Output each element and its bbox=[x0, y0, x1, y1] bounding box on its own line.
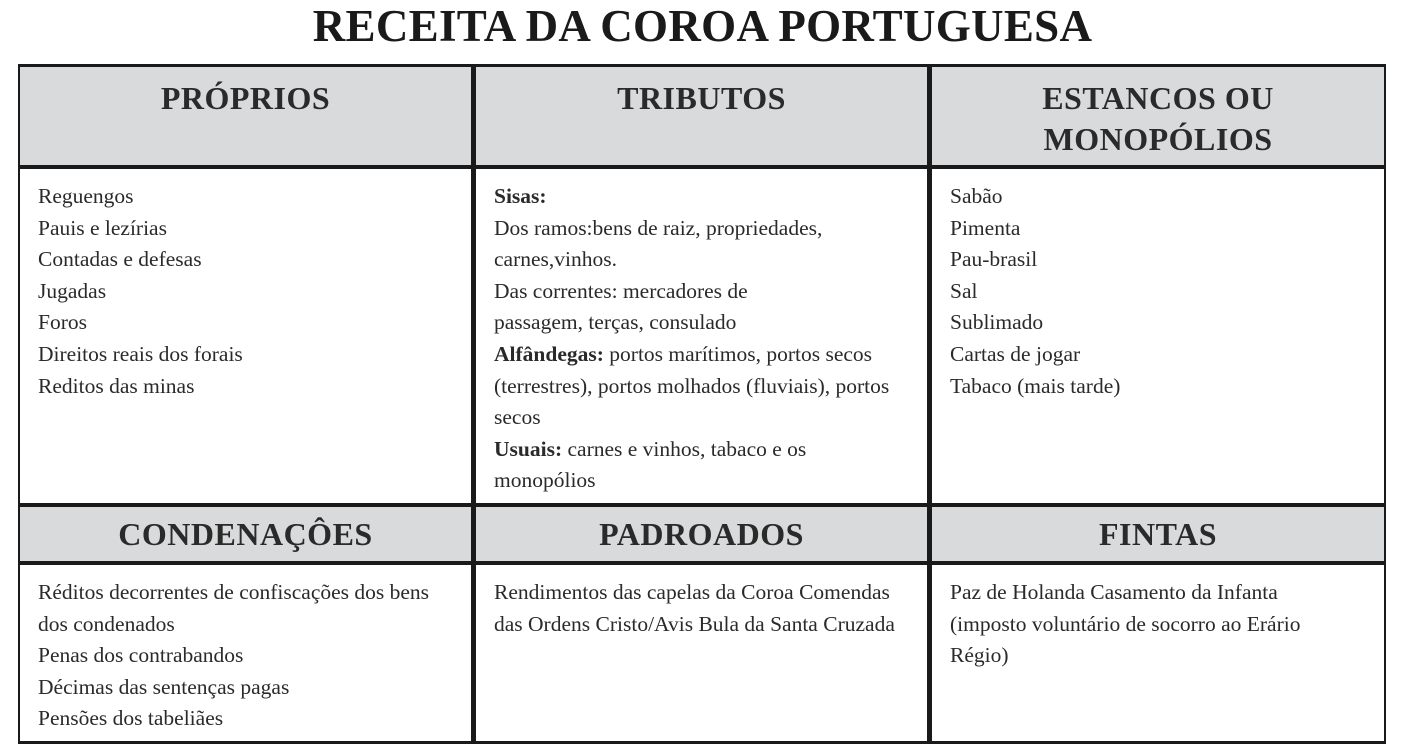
list-item: Reguengos bbox=[38, 184, 134, 208]
usuais-text: carnes e vinhos, tabaco e os monopólios bbox=[494, 436, 807, 493]
list-item: Sabão bbox=[950, 184, 1003, 208]
padroados-text: Rendimentos das capelas da Coroa Comendas das Ordens Cristo/Avis Bula da Santa Cruzada bbox=[494, 580, 895, 636]
list-item: Pau-brasil bbox=[950, 247, 1038, 272]
list-item: Direitos reais dos forais bbox=[38, 341, 243, 366]
condenacoes-list bbox=[20, 565, 471, 741]
list-item: Jugadas bbox=[38, 278, 107, 303]
page-title: RECEITA DA COROA PORTUGUESA bbox=[312, 1, 1093, 51]
list-item: Contadas e defesas bbox=[38, 247, 202, 272]
alfandegas-paragraph bbox=[494, 339, 899, 434]
list-item: Reditos das minas bbox=[38, 373, 195, 398]
fintas-text: Paz de Holanda Casamento da Infanta (imposto voluntário de socorro ao Erário Régio) bbox=[950, 580, 1301, 668]
list-item: Pauis e lezírias bbox=[38, 215, 167, 240]
header-padroados: PADROADOS bbox=[476, 507, 927, 561]
sisas-correntes-text: Das correntes: mercadores de passagem, terças, consulado bbox=[494, 278, 748, 335]
estancos-list bbox=[932, 169, 1384, 503]
list-item: Sublimado bbox=[950, 310, 1044, 335]
header-proprios: PRÓPRIOS bbox=[20, 67, 471, 165]
alfandegas-text: portos marítimos, portos secos (terrestres), portos molhados (fluviais), portos secos bbox=[494, 341, 890, 430]
header-condenacoes: CONDENAÇÔES bbox=[20, 507, 471, 561]
sisas-ramos-text: Dos ramos:bens de raiz, propriedades, carnes,vinhos. bbox=[494, 215, 823, 272]
list-item: Pimenta bbox=[950, 215, 1021, 240]
proprios-list bbox=[20, 169, 471, 503]
list-item: Sal bbox=[950, 278, 978, 303]
tributos-content bbox=[476, 169, 927, 503]
header-fintas: FINTAS bbox=[932, 507, 1384, 561]
header-tributos: TRIBUTOS bbox=[476, 67, 927, 165]
usuais-label: Usuais: bbox=[494, 436, 563, 461]
list-item: Cartas de jogar bbox=[950, 341, 1081, 366]
header-estancos-label: ESTANCOS OU MONOPÓLIOS bbox=[1042, 80, 1274, 157]
list-item: Décimas das sentenças pagas bbox=[38, 674, 290, 699]
list-item: Réditos decorrentes de confiscações dos bens dos condenados bbox=[38, 580, 430, 636]
sisas-label: Sisas: bbox=[494, 184, 547, 208]
list-item: Tabaco (mais tarde) bbox=[950, 373, 1121, 398]
fintas-content bbox=[932, 565, 1384, 741]
header-estancos bbox=[932, 67, 1384, 165]
list-item: Pensões dos tabeliães bbox=[38, 706, 224, 731]
alfandegas-label: Alfândegas: bbox=[494, 341, 604, 366]
usuais-paragraph bbox=[494, 434, 894, 497]
list-item: Penas dos contrabandos bbox=[38, 643, 244, 668]
list-item: Foros bbox=[38, 310, 87, 335]
revenue-table bbox=[18, 64, 1386, 744]
padroados-content bbox=[476, 565, 927, 741]
